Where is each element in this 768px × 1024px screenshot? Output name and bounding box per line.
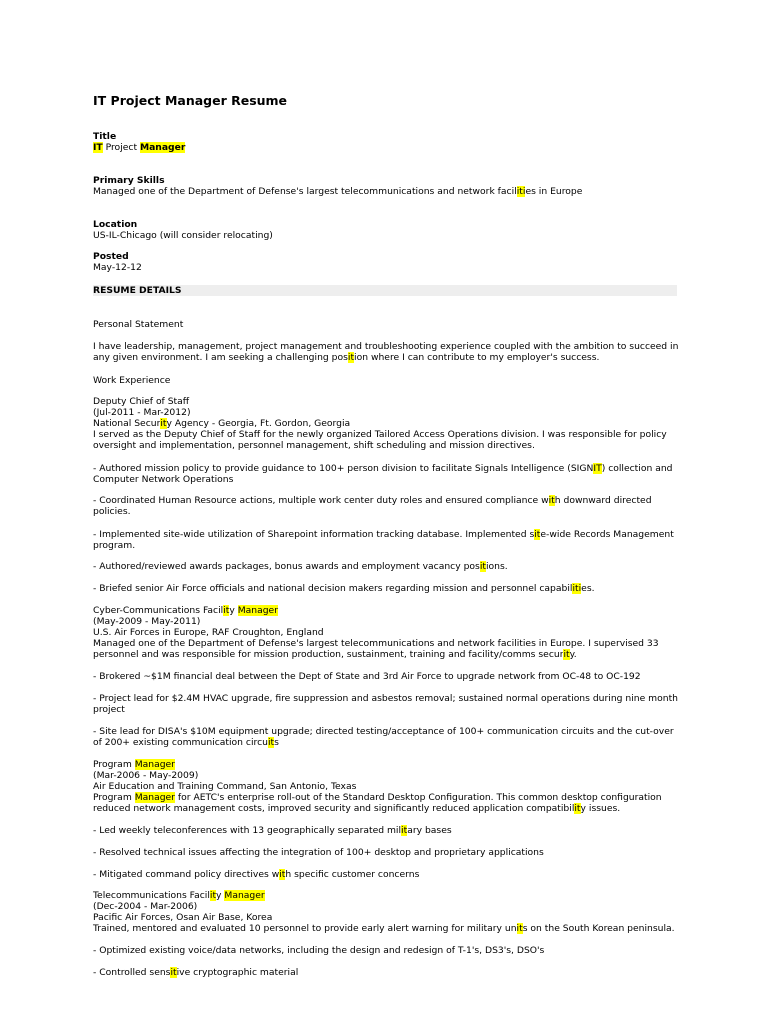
job-title: Program Manager <box>93 759 175 770</box>
job-title: Telecommunications Facility Manager <box>93 890 265 901</box>
work-experience-heading: Work Experience <box>93 375 171 386</box>
job-description: Program Manager for AETC's enterprise roll-out of the Standard Desktop Configuration. This common desktop configuration <box>93 792 662 803</box>
job3-bullet-3: - Mitigated command policy directives with specific customer concerns <box>93 869 420 880</box>
job3-bullet-1: - Led weekly teleconferences with 13 geographically separated military bases <box>93 825 452 836</box>
posted-label: Posted <box>93 251 129 262</box>
posted-field <box>93 251 693 273</box>
location-field <box>93 219 693 241</box>
job-description: Managed one of the Department of Defense's largest telecommunications and network facilities in Europe. I supervised 33 <box>93 638 659 649</box>
posted-value: May-12-12 <box>93 262 142 273</box>
primary-skills-field <box>93 175 693 197</box>
job-description: I served as the Deputy Chief of Staff for the newly organized Tailored Access Operations division. I was responsible for policy <box>93 429 667 440</box>
job-description: Trained, mentored and evaluated 10 personnel to provide early alert warning for military units on the South Korean peninsula. <box>93 923 675 934</box>
personal-statement-heading: Personal Statement <box>93 319 184 330</box>
title-label: Title <box>93 131 117 142</box>
title-field <box>93 131 693 153</box>
job4-bullet-2: - Controlled sensitive cryptographic material <box>93 967 299 978</box>
job-program-manager: Program Manager (Mar-2006 - May-2009) Air Education and Training Command, San Antonio, Texas Program Manager for AETC's enterprise roll-out of the Standard Desktop Configuration. This common desktop configuration reduced network management costs, improved security and significantly reduced application compatibility issues. <box>93 759 693 814</box>
job2-bullet-3: - Site lead for DISA's $10M equipment upgrade; directed testing/acceptance of 100+ communication circuits and the cut-over of 200+ existing communication circuits <box>93 726 674 748</box>
job1-bullet-5: - Briefed senior Air Force officials and national decision makers regarding mission and personnel capabilities. <box>93 583 595 594</box>
job1-bullet-1: - Authored mission policy to provide guidance to 100+ person division to facilitate Signals Intelligence (SIGNIT) collection and Computer Network Operations <box>93 463 673 485</box>
personal-statement-text: I have leadership, management, project management and troubleshooting experience coupled with the ambition to succeed in any given environment. I am seeking a challenging position where I can contribute to my employer's success. <box>93 341 679 363</box>
job-telecommunications-facility <box>93 890 693 934</box>
job2-bullet-1: - Brokered ~$1M financial deal between the Dept of State and 3rd Air Force to upgrade network from OC-48 to OC-192 <box>93 671 641 682</box>
primary-skills-label: Primary Skills <box>93 175 165 186</box>
job-dates: (Dec-2004 - Mar-2006) <box>93 901 198 912</box>
job-organization: Air Education and Training Command, San Antonio, Texas <box>93 781 357 792</box>
job-organization: U.S. Air Forces in Europe, RAF Croughton, England <box>93 627 324 638</box>
location-label: Location <box>93 219 138 230</box>
job1-bullet-4: - Authored/reviewed awards packages, bonus awards and employment vacancy positions. <box>93 561 508 572</box>
job-organization: Pacific Air Forces, Osan Air Base, Korea <box>93 912 273 923</box>
job2-bullet-2: - Project lead for $2.4M HVAC upgrade, fire suppression and asbestos removal; sustained normal operations during nine month project <box>93 693 678 715</box>
job-dates: (May-2009 - May-2011) <box>93 616 201 627</box>
location-value: US-IL-Chicago (will consider relocating) <box>93 230 273 241</box>
job-cyber-communications: Cyber-Communications Facility Manager (May-2009 - May-2011) U.S. Air Forces in Europe, RAF Croughton, England Managed one of the Department of Defense's largest telecommunications and network facilities in Europe. I supervised 33 personnel and was responsible for mission production, sustainment, training and facility/comms security. <box>93 605 693 660</box>
job-dates: (Jul-2011 - Mar-2012) <box>93 407 191 418</box>
title-value: IT Project Manager <box>93 142 186 153</box>
job-organization: National Security Agency - Georgia, Ft. Gordon, Georgia <box>93 418 351 429</box>
document-title: IT Project Manager Resume <box>93 93 288 108</box>
resume-details-bar: RESUME DETAILS <box>93 285 677 296</box>
job-deputy-chief: Deputy Chief of Staff (Jul-2011 - Mar-2012) National Security Agency - Georgia, Ft. Gordon, Georgia I served as the Deputy Chief of Staff for the newly organized Tailored Access Operations division. I was responsible for policy oversight and implementation, personnel management, shift scheduling and mission directives. <box>93 396 693 451</box>
job1-bullet-3: - Implemented site-wide utilization of Sharepoint information tracking database. Implemented site-wide Records Management program. <box>93 529 674 551</box>
job-title: Cyber-Communications Facility Manager <box>93 605 278 616</box>
job4-bullet-1: - Optimized existing voice/data networks, including the design and redesign of T-1's, DS3's, DSO's <box>93 945 545 956</box>
job-dates: (Mar-2006 - May-2009) <box>93 770 199 781</box>
primary-skills-value: Managed one of the Department of Defense's largest telecommunications and network facilities in Europe <box>93 186 583 197</box>
job-title: Deputy Chief of Staff <box>93 396 190 407</box>
job3-bullet-2: - Resolved technical issues affecting the integration of 100+ desktop and proprietary applications <box>93 847 544 858</box>
job1-bullet-2: - Coordinated Human Resource actions, multiple work center duty roles and ensured compliance with downward directed policies. <box>93 495 652 517</box>
